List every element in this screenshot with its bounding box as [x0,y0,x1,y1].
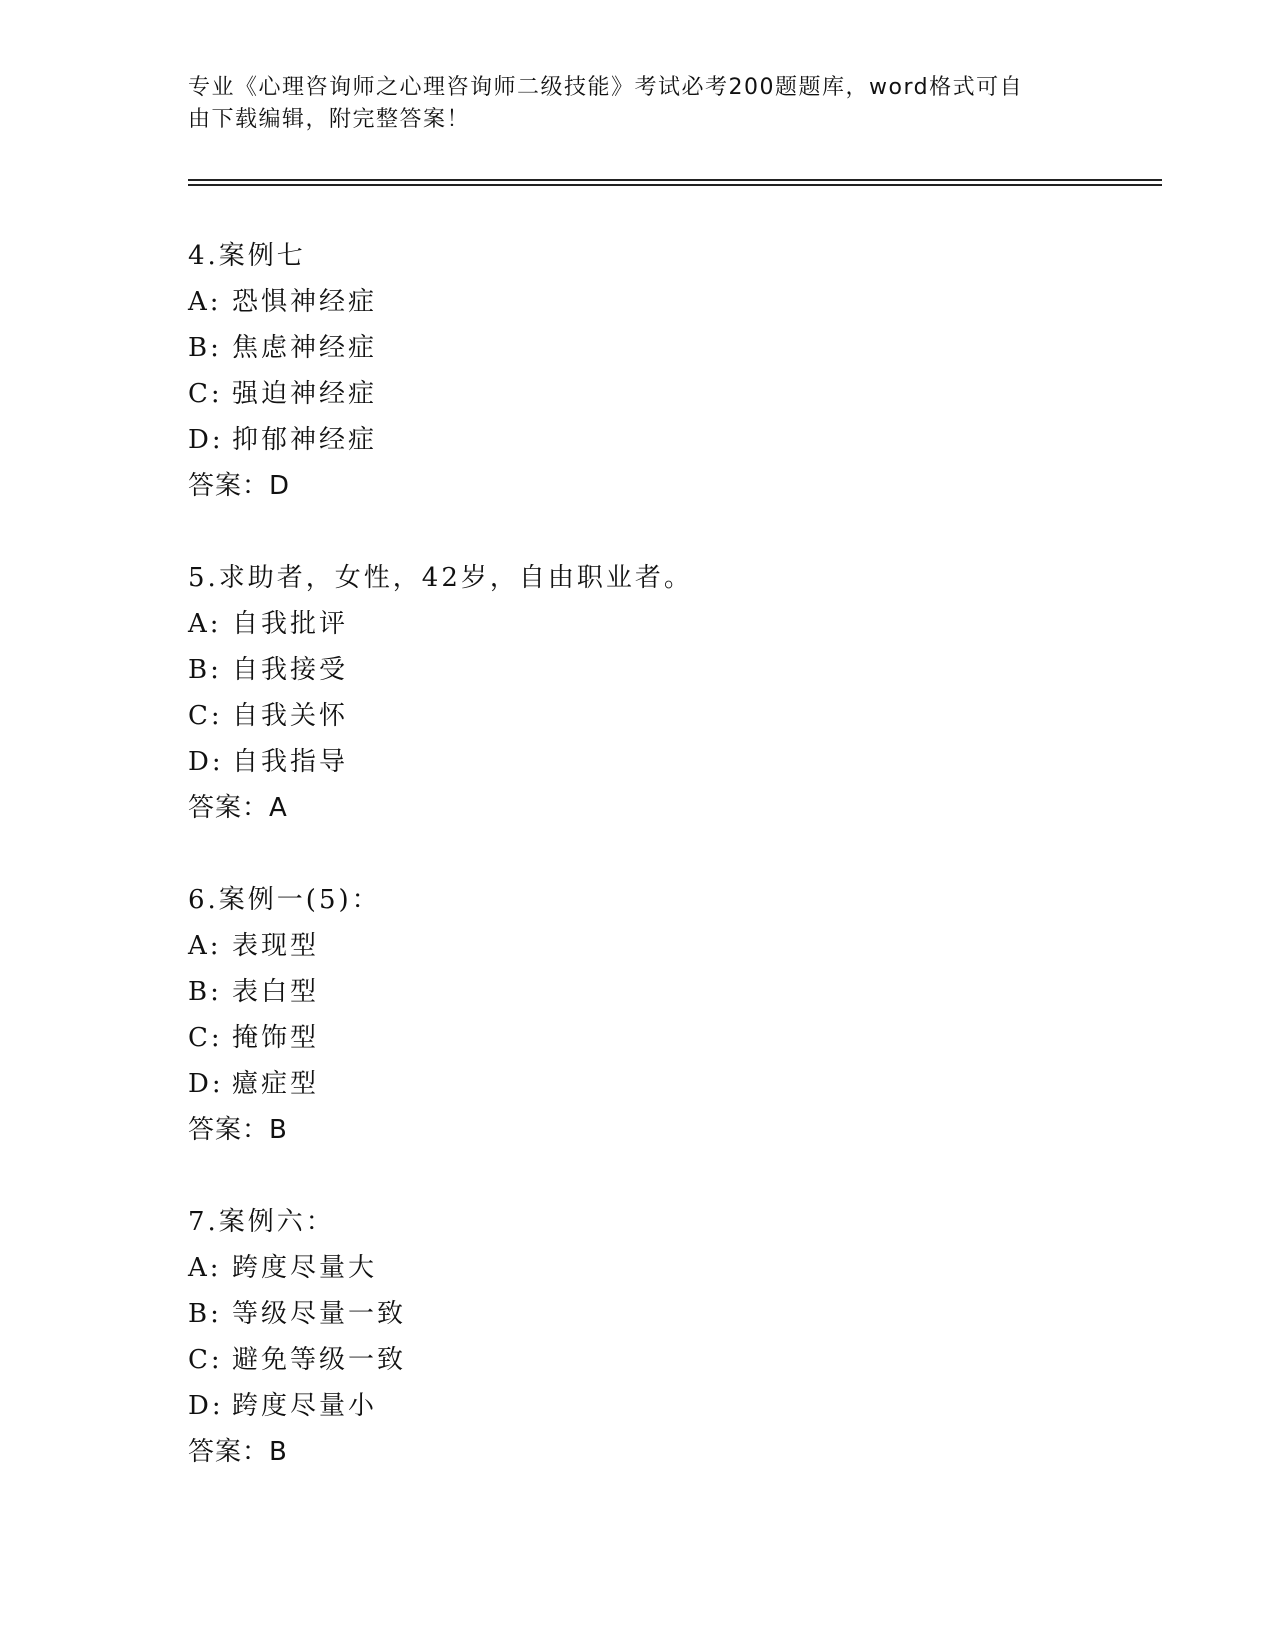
option-a [188,1245,1162,1291]
question-6 [188,877,1162,1153]
option-text: 等级尽量一致 [232,1299,407,1329]
option-a [188,279,1162,325]
option-text: 跨度尽量大 [232,1253,378,1283]
option-c [188,693,1162,739]
option-letter: C: [188,1345,223,1375]
option-d [188,417,1162,463]
option-text: 掩饰型 [232,1023,320,1053]
option-text: 抑郁神经症 [232,425,378,455]
option-letter: A: [188,931,222,961]
option-letter: C: [188,1023,223,1053]
option-text: 癔症型 [232,1069,320,1099]
question-list [188,233,1162,1521]
answer-line: 答案：B [188,1437,288,1467]
question-4 [188,233,1162,509]
option-text: 恐惧神经症 [232,287,378,317]
option-c [188,1337,1162,1383]
option-letter: B: [188,655,222,685]
option-letter: B: [188,1299,222,1329]
option-letter: A: [188,1253,222,1283]
option-letter: C: [188,701,223,731]
question-stem: 5.求助者，女性，42岁，自由职业者。 [188,563,693,593]
option-d [188,1061,1162,1107]
document-header [188,72,1068,136]
option-a [188,923,1162,969]
option-letter: C: [188,379,223,409]
option-a [188,601,1162,647]
question-stem: 6.案例一(5)： [188,885,381,915]
option-b [188,1291,1162,1337]
option-letter: D: [188,747,224,777]
option-letter: D: [188,425,224,455]
option-text: 焦虑神经症 [232,333,378,363]
option-text: 自我指导 [232,747,349,777]
option-text: 跨度尽量小 [232,1391,378,1421]
option-letter: A: [188,287,222,317]
option-b [188,325,1162,371]
option-d [188,739,1162,785]
option-text: 表现型 [232,931,320,961]
option-c [188,1015,1162,1061]
question-stem: 4.案例七 [188,241,306,271]
option-b [188,647,1162,693]
option-text: 自我关怀 [232,701,349,731]
header-divider-top [188,179,1162,181]
option-text: 自我接受 [232,655,349,685]
option-letter: D: [188,1069,224,1099]
intro-line-1: 专业《心理咨询师之心理咨询师二级技能》考试必考200题题库，word格式可自 [188,75,1024,100]
option-letter: A: [188,609,222,639]
option-letter: B: [188,333,222,363]
header-divider-bottom [188,184,1162,186]
option-letter: D: [188,1391,224,1421]
answer-line: 答案：A [188,793,288,823]
option-c [188,371,1162,417]
question-5 [188,555,1162,831]
option-text: 避免等级一致 [232,1345,407,1375]
question-stem: 7.案例六： [188,1207,335,1237]
option-text: 强迫神经症 [232,379,378,409]
question-7 [188,1199,1162,1475]
answer-line: 答案：D [188,471,291,501]
option-b [188,969,1162,1015]
option-d [188,1383,1162,1429]
answer-line: 答案：B [188,1115,288,1145]
option-letter: B: [188,977,222,1007]
option-text: 表白型 [232,977,320,1007]
intro-line-2: 由下载编辑，附完整答案！ [188,107,471,132]
option-text: 自我批评 [232,609,349,639]
